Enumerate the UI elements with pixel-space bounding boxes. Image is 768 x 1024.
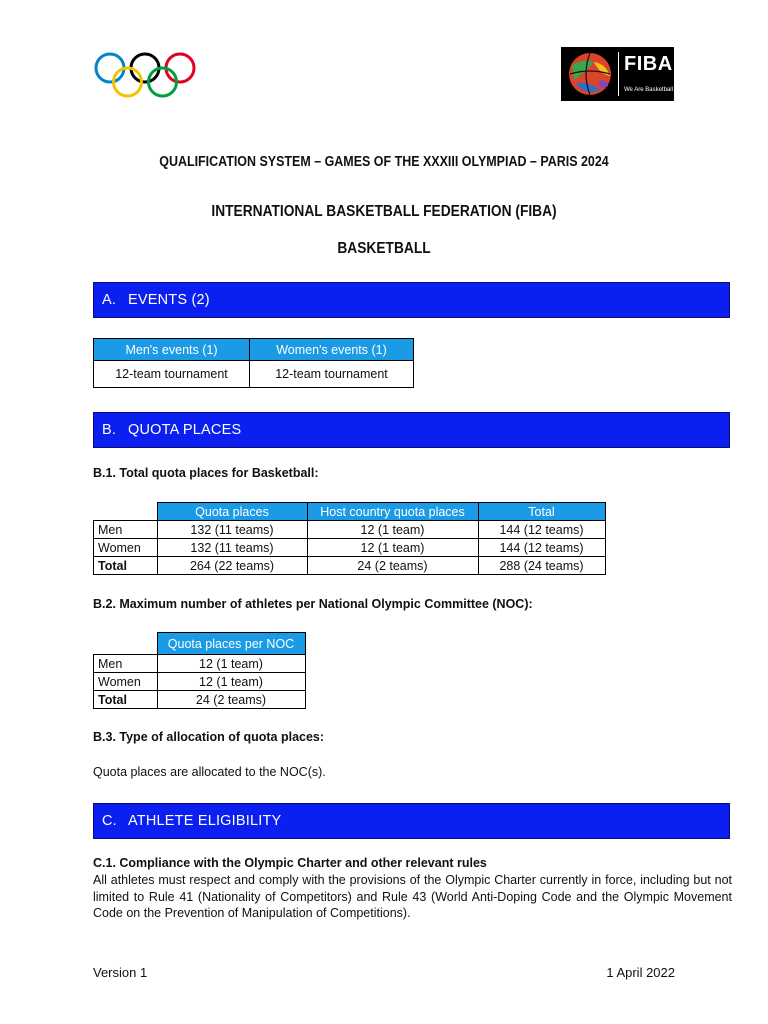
row-label: Women bbox=[94, 539, 158, 557]
section-letter: C. bbox=[102, 813, 117, 829]
table-row bbox=[94, 539, 606, 557]
c1-paragraph: All athletes must respect and comply with the provisions of the Olympic Charter currently in force, including but not limited to Rule 41 (Nationality of Competitors) and Rule 43 (World Anti-Doping Code and the Olympic Movement Code on the Prevention of Manipulation of Competitions). bbox=[93, 873, 732, 920]
section-letter: B. bbox=[102, 422, 117, 438]
table-header-row bbox=[94, 503, 606, 521]
c1-heading: C.1. Compliance with the Olympic Charter and other relevant rules bbox=[93, 856, 487, 870]
fiba-logo-tagline: We Are Basketball bbox=[624, 87, 673, 93]
row-label: Women bbox=[94, 673, 158, 691]
federation-title: INTERNATIONAL BASKETBALL FEDERATION (FIBA) bbox=[211, 203, 557, 220]
b1-heading: B.1. Total quota places for Basketball: bbox=[93, 466, 319, 480]
section-title: EVENTS (2) bbox=[128, 292, 210, 308]
table-cell: 144 (12 teams) bbox=[478, 539, 605, 557]
footer-date: 1 April 2022 bbox=[606, 965, 675, 980]
b2-heading: B.2. Maximum number of athletes per National Olympic Committee (NOC): bbox=[93, 597, 533, 611]
table-cell: 12 (1 team) bbox=[307, 521, 478, 539]
table-cell: 12 (1 team) bbox=[157, 655, 305, 673]
ring-yellow bbox=[114, 68, 142, 96]
table-cell: 132 (11 teams) bbox=[157, 521, 307, 539]
noc-table bbox=[93, 632, 306, 709]
table-header: Men's events (1) bbox=[94, 339, 250, 361]
table-header: Quota places per NOC bbox=[157, 633, 305, 655]
section-title: ATHLETE ELIGIBILITY bbox=[128, 813, 282, 829]
table-cell: 132 (11 teams) bbox=[157, 539, 307, 557]
fiba-logo bbox=[561, 47, 674, 101]
section-a-header bbox=[93, 282, 730, 318]
sport-title: BASKETBALL bbox=[337, 240, 431, 257]
ring-green bbox=[149, 68, 177, 96]
fiba-logo-divider bbox=[618, 52, 619, 96]
table-row bbox=[94, 557, 606, 575]
row-label: Total bbox=[94, 691, 158, 709]
olympic-rings-logo bbox=[92, 50, 202, 100]
table-row bbox=[94, 691, 306, 709]
b3-heading: B.3. Type of allocation of quota places: bbox=[93, 730, 325, 744]
table-cell: 24 (2 teams) bbox=[307, 557, 478, 575]
fiba-logo-text: FIBA bbox=[624, 53, 673, 75]
table-cell: 288 (24 teams) bbox=[478, 557, 605, 575]
table-header: Women's events (1) bbox=[250, 339, 414, 361]
table-corner bbox=[94, 633, 158, 655]
table-corner bbox=[94, 503, 158, 521]
ring-red bbox=[166, 54, 194, 82]
ring-black bbox=[131, 54, 159, 82]
table-header: Quota places bbox=[157, 503, 307, 521]
b3-text: Quota places are allocated to the NOC(s). bbox=[93, 765, 326, 779]
basketball-globe-icon bbox=[564, 50, 616, 98]
table-row bbox=[94, 673, 306, 691]
table-cell: 24 (2 teams) bbox=[157, 691, 305, 709]
table-header-row bbox=[94, 633, 306, 655]
section-title: QUOTA PLACES bbox=[128, 422, 242, 438]
table-cell: 12-team tournament bbox=[94, 361, 250, 388]
table-header-row bbox=[94, 339, 414, 361]
table-header: Total bbox=[478, 503, 605, 521]
row-label: Men bbox=[94, 521, 158, 539]
table-header: Host country quota places bbox=[307, 503, 478, 521]
row-label: Men bbox=[94, 655, 158, 673]
section-b-header bbox=[93, 412, 730, 448]
table-row bbox=[94, 655, 306, 673]
section-c-header bbox=[93, 803, 730, 839]
table-cell: 12 (1 team) bbox=[157, 673, 305, 691]
events-table bbox=[93, 338, 414, 388]
document-title: QUALIFICATION SYSTEM – GAMES OF THE XXXIII OLYMPIAD – PARIS 2024 bbox=[159, 154, 609, 170]
table-cell: 264 (22 teams) bbox=[157, 557, 307, 575]
table-row bbox=[94, 521, 606, 539]
ring-blue bbox=[96, 54, 124, 82]
table-cell: 144 (12 teams) bbox=[478, 521, 605, 539]
quota-table bbox=[93, 502, 606, 575]
row-label: Total bbox=[94, 557, 158, 575]
footer-version: Version 1 bbox=[93, 965, 148, 980]
table-row bbox=[94, 361, 414, 388]
section-letter: A. bbox=[102, 292, 117, 308]
table-cell: 12-team tournament bbox=[250, 361, 414, 388]
table-cell: 12 (1 team) bbox=[307, 539, 478, 557]
